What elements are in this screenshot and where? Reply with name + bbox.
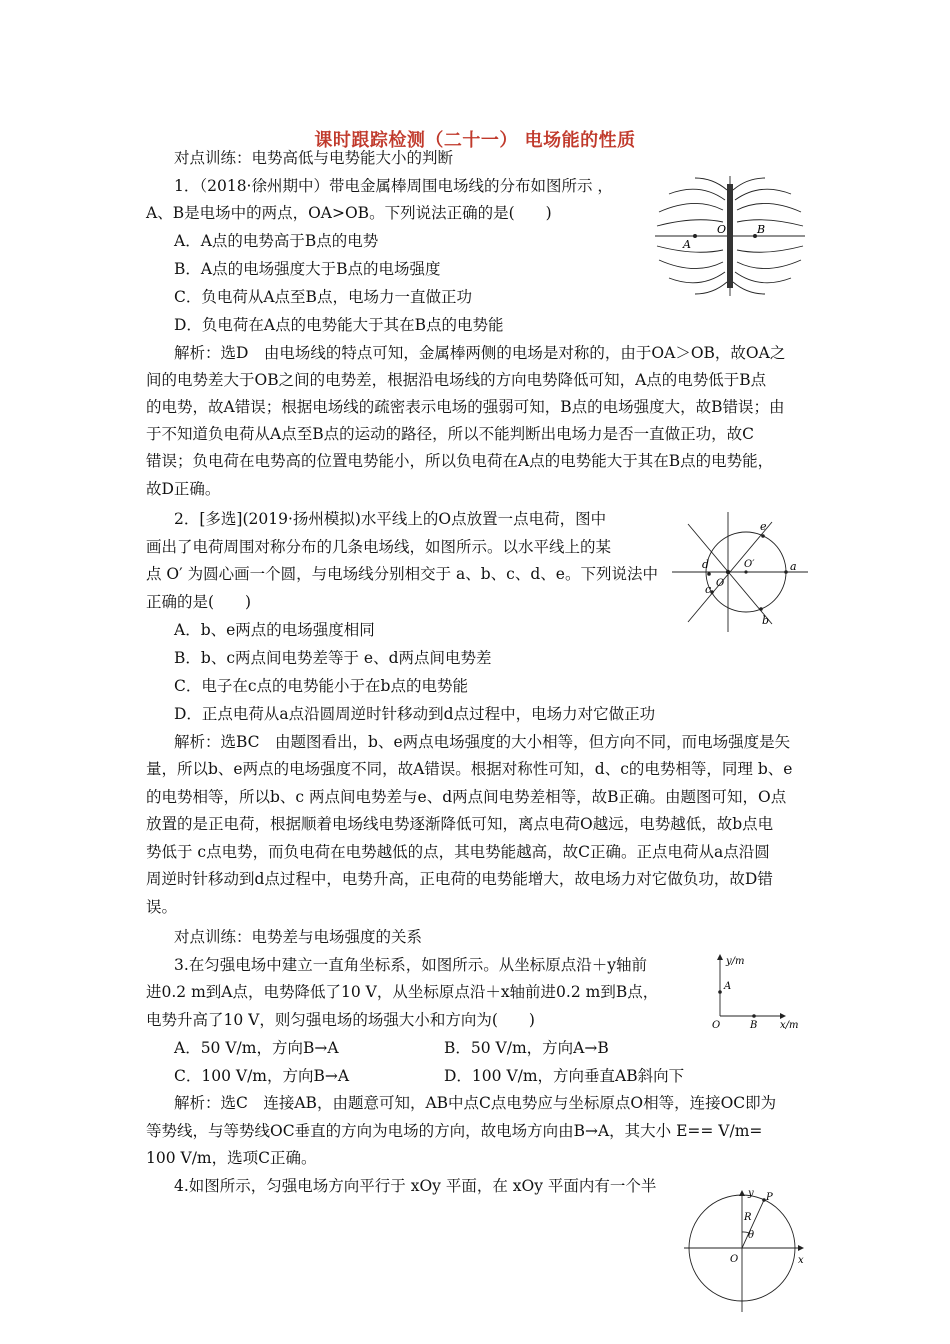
q2-fig-label-c: c: [705, 583, 712, 596]
q3-fig-label-o: O: [712, 1020, 721, 1031]
q1-option-c: C．负电荷从A点至B点，电场力一直做正功: [174, 288, 472, 306]
q2-solution-line-3: 的电势相等，所以b、c 两点间电势差与e、d两点间电势差相等，故B正确。由题图可知，O点: [146, 788, 787, 806]
q1-fig-label-a: A: [683, 238, 691, 251]
q3-stem-line-3: 电势升高了10 V，则匀强电场的场强大小和方向为( ): [146, 1011, 535, 1029]
q1-stem-line-2: A、B是电场中的两点，OA>OB。下列说法正确的是( ): [146, 204, 552, 222]
q2-option-d: D．正点电荷从a点沿圆周逆时针移动到d点过程中，电场力对它做正功: [174, 705, 656, 723]
q4-circle-figure: [684, 1188, 810, 1318]
q4-fig-label-y: y: [748, 1188, 754, 1199]
q1-option-d: D．负电荷在A点的电势能大于其在B点的电势能: [174, 316, 504, 334]
q2-stem-line-3: 点 O′ 为圆心画一个圆，与电场线分别相交于 a、b、c、d、e。下列说法中: [146, 565, 658, 583]
q2-fig-label-o-prime: O′: [744, 559, 755, 570]
q3-solution-line-3: 100 V/m，选项C正确。: [146, 1149, 317, 1167]
q3-fig-label-y: y/m: [726, 956, 745, 967]
section-heading-1: 对点训练：电势高低与电势能大小的判断: [174, 149, 454, 167]
q1-solution-line-4: 于不知道负电荷从A点至B点的运动的路径，所以不能判断出电场力是否一直做正功，故C: [146, 425, 754, 443]
q1-fig-label-b: B: [757, 223, 766, 236]
q2-solution-line-7: 误。: [146, 898, 178, 916]
q3-coordinate-figure: [700, 952, 810, 1032]
q3-solution-line-1: 解析：选C 连接AB，由题意可知，AB中点C点电势应与坐标原点O相等，连接OC即为: [174, 1094, 777, 1112]
page-title: 课时跟踪检测（二十一） 电场能的性质: [314, 130, 636, 151]
q2-fig-label-b: b: [762, 614, 770, 627]
q2-solution-line-6: 周逆时针移动到d点过程中，电势升高，正电荷的电势能增大，故电场力对它做负功，故D错: [146, 870, 773, 888]
q1-field-line-figure: [655, 176, 805, 296]
q3-stem-line-2: 进0.2 m到A点，电势降低了10 V，从坐标原点沿＋x轴前进0.2 m到B点，: [146, 983, 659, 1001]
q3-stem-line-1: 3.在匀强电场中建立一直角坐标系，如图所示。从坐标原点沿＋y轴前: [174, 956, 648, 974]
q1-stem-line-1: 1．（2018·徐州期中）带电金属棒周围电场线的分布如图所示 ，: [174, 177, 613, 195]
q3-option-a: A．50 V/m，方向B→A: [174, 1039, 339, 1057]
q3-option-c: C．100 V/m，方向B→A: [174, 1067, 350, 1085]
q2-point-charge-figure: [672, 512, 810, 634]
q1-solution-line-6: 故D正确。: [146, 480, 221, 498]
q3-solution-line-2: 等势线，与等势线OC垂直的方向为电场的方向，故电场方向由B→A，其大小 E== V/m=: [146, 1122, 763, 1140]
q1-option-a: A．A点的电势高于B点的电势: [174, 232, 379, 250]
q4-stem-line-1: 4.如图所示，匀强电场方向平行于 xOy 平面，在 xOy 平面内有一个半: [174, 1177, 657, 1195]
q2-solution-line-1: 解析：选BC 由题图看出，b、e两点电场强度的大小相等，但方向不同，而电场强度是矢: [174, 733, 791, 751]
q1-solution-line-2: 间的电势差大于OB之间的电势差，根据沿电场线的方向电势降低可知，A点的电势低于B点: [146, 371, 767, 389]
q1-fig-label-o: O: [717, 223, 727, 236]
q4-fig-label-p: P: [766, 1192, 773, 1203]
q2-option-c: C．电子在c点的电势能小于在b点的电势能: [174, 677, 468, 695]
q3-fig-label-x: x/m: [780, 1020, 799, 1031]
q3-fig-label-b: B: [750, 1020, 758, 1031]
section-heading-2: 对点训练：电势差与电场强度的关系: [174, 928, 423, 946]
q2-stem-line-2: 画出了电荷周围对称分布的几条电场线，如图所示。以水平线上的某: [146, 538, 612, 556]
q1-option-b: B．A点的电场强度大于B点的电场强度: [174, 260, 441, 278]
q2-option-a: A．b、e两点的电场强度相同: [174, 621, 375, 639]
q2-solution-line-2: 量，所以b、e两点的电场强度不同，故A错误。根据对称性可知，d、c的电势相等，同理 b、e: [146, 760, 793, 778]
q2-fig-label-e: e: [760, 520, 767, 533]
q1-solution-line-1: 解析：选D 由电场线的特点可知，金属棒两侧的电场是对称的，由于OA＞OB，故OA之: [174, 344, 786, 362]
q2-solution-line-5: 势低于 c点电势，而负电荷在电势越低的点，其电势能越高，故C正确。正点电荷从a点沿圆: [146, 843, 770, 861]
q2-fig-label-a: a: [790, 560, 797, 573]
q3-fig-label-a: A: [724, 981, 732, 992]
q2-option-b: B．b、c两点间电势差等于 e、d两点间电势差: [174, 649, 492, 667]
q3-option-b: B．50 V/m，方向A→B: [444, 1039, 609, 1057]
q1-solution-line-3: 的电势，故A错误；根据电场线的疏密表示电场的强弱可知，B点的电场强度大，故B错误；由: [146, 398, 785, 416]
q2-fig-label-o: O: [716, 578, 725, 589]
q1-solution-line-5: 错误；负电荷在电势高的位置电势能小，所以负电荷在A点的电势能大于其在B点的电势能，: [146, 452, 774, 470]
q2-fig-label-d: d: [702, 558, 710, 571]
q4-fig-label-theta: θ: [748, 1230, 755, 1241]
q4-fig-label-x: x: [798, 1255, 804, 1266]
q4-fig-label-o: O: [730, 1254, 739, 1265]
q4-fig-label-r: R: [744, 1212, 752, 1223]
q2-solution-line-4: 放置的是正电荷，根据顺着电场线电势逐渐降低可知，离点电荷O越远，电势越低，故b点电: [146, 815, 774, 833]
q3-option-d: D．100 V/m，方向垂直AB斜向下: [444, 1067, 685, 1085]
q2-stem-line-1: 2．[多选](2019·扬州模拟)水平线上的O点放置一点电荷，图中: [174, 510, 607, 528]
q2-stem-line-4: 正确的是( ): [146, 593, 252, 611]
